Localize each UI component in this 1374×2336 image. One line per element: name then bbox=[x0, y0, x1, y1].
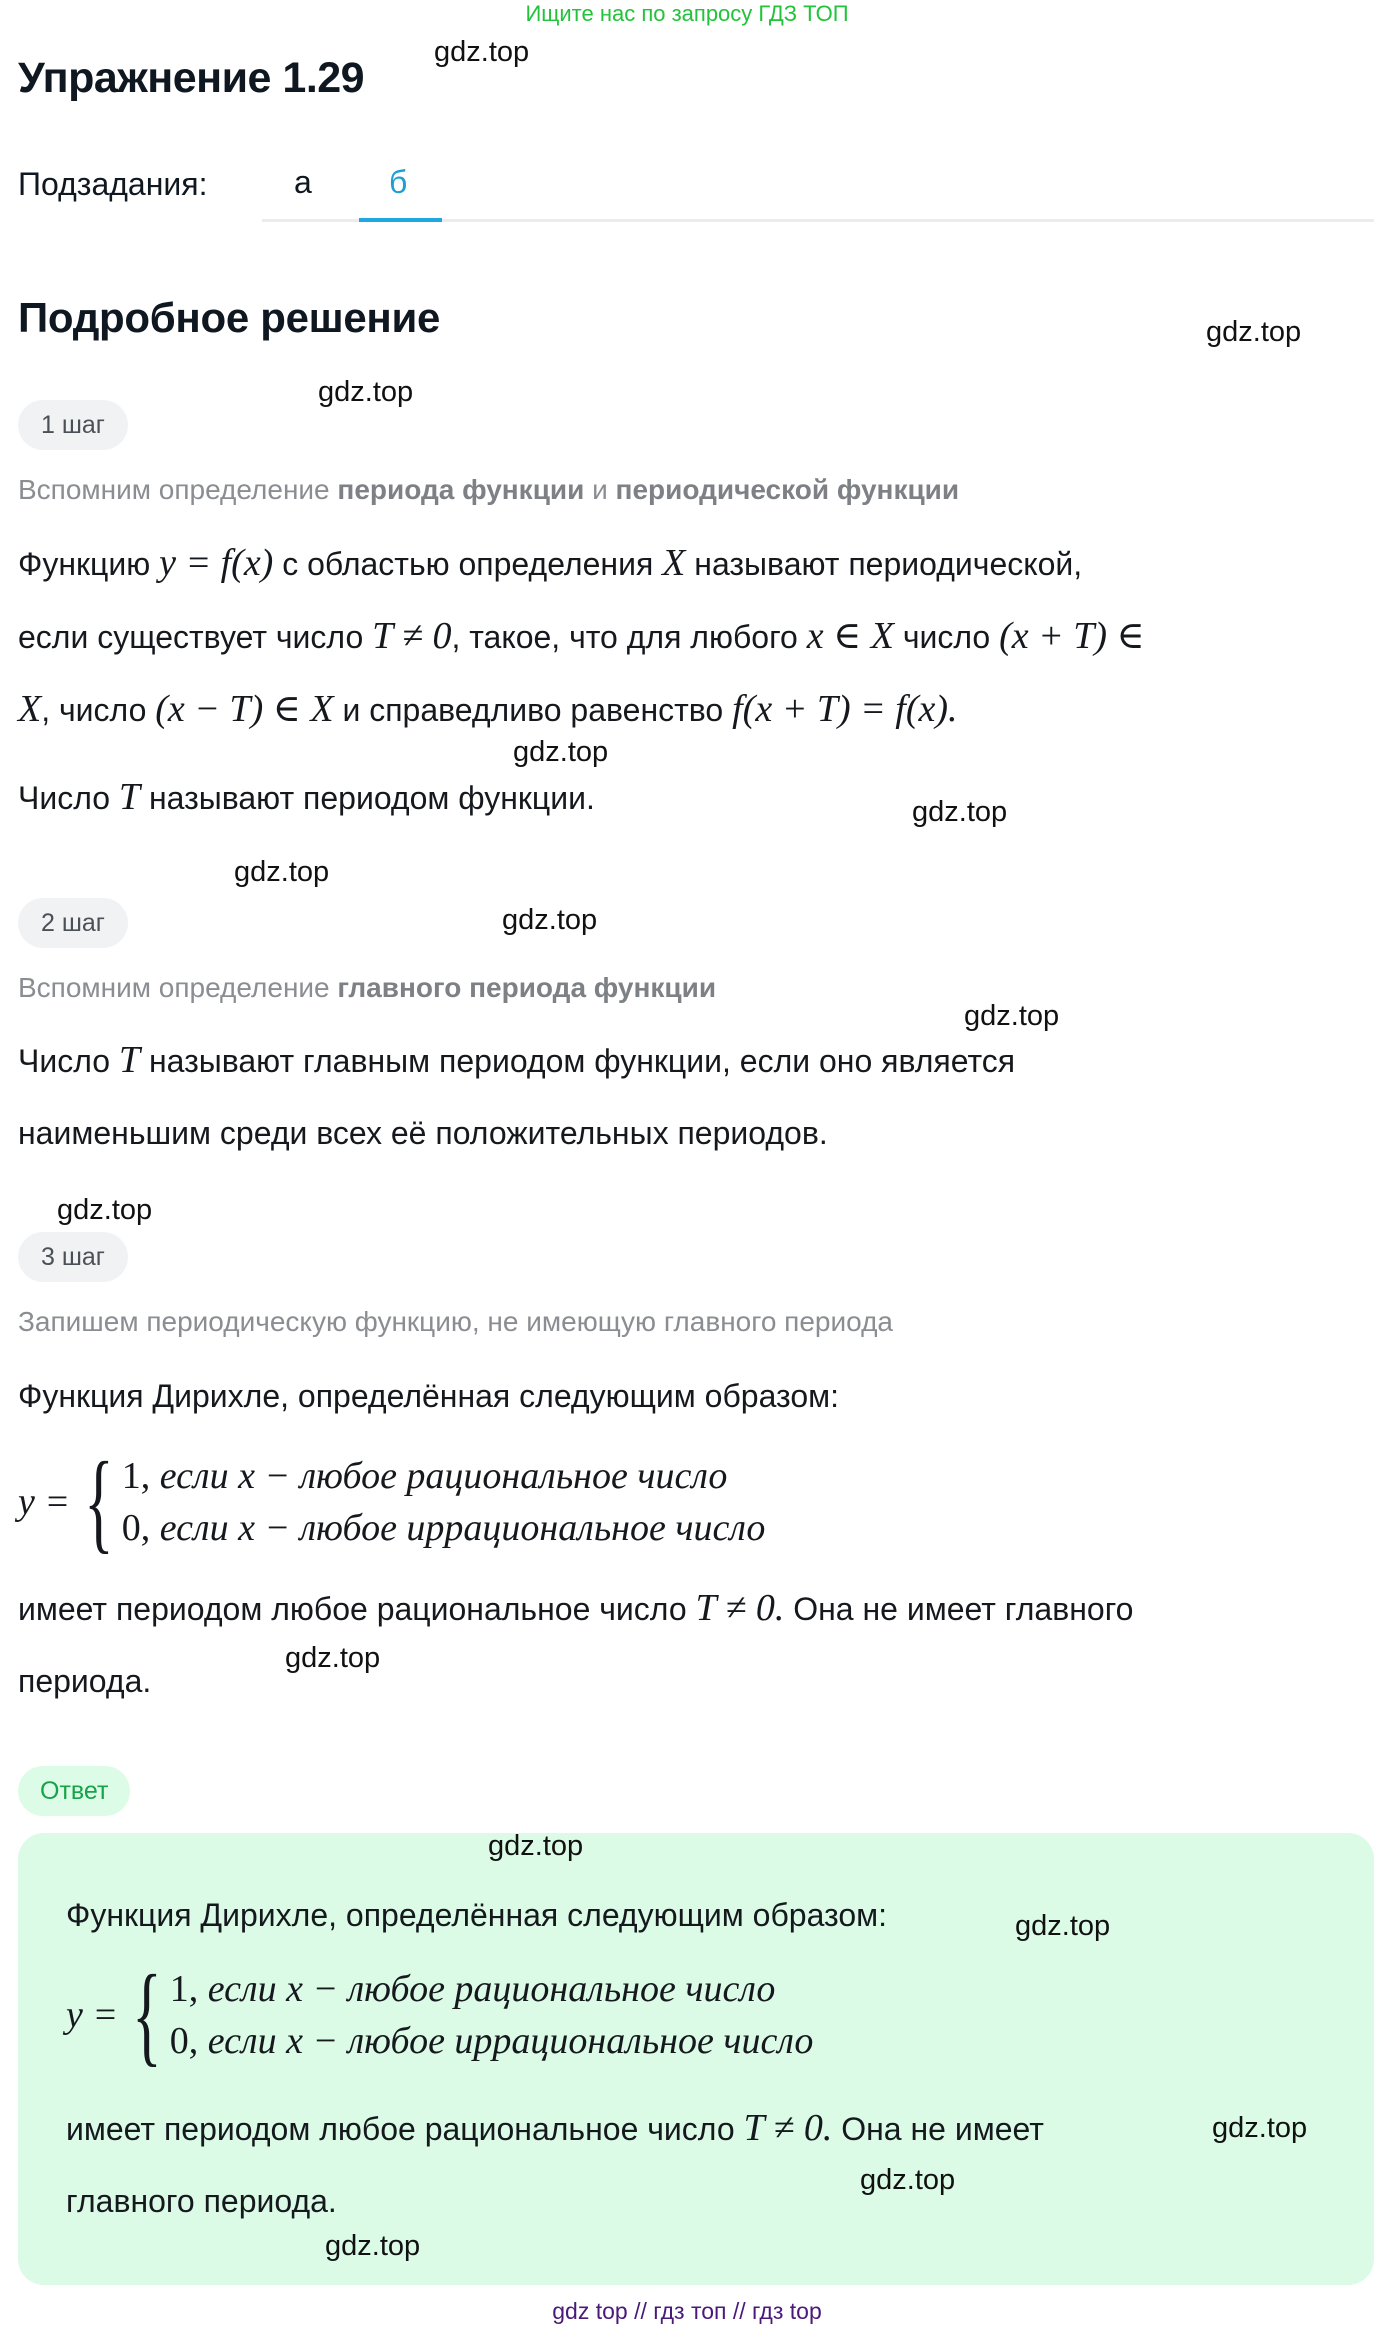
subtasks-label: Подзадания: bbox=[18, 166, 208, 202]
left-brace-icon: { bbox=[132, 1953, 162, 2077]
step-1-period-line: Число T называют периодом функции. bbox=[18, 776, 595, 818]
step-3-text bbox=[18, 1572, 1368, 1717]
watermark: gdz.top bbox=[1206, 316, 1302, 348]
watermark: gdz.top bbox=[234, 856, 330, 888]
step-1-line-3: X, число (x − T) ∈ X и справедливо равенство f(x + T) = f(x). bbox=[18, 688, 958, 730]
watermark: gdz.top bbox=[1015, 1910, 1111, 1942]
dirichlet-formula bbox=[18, 1440, 766, 1564]
formula-case-1: 1, если x − любое рациональное число bbox=[121, 1455, 728, 1497]
formula-case-2: 0, если x − любое иррациональное число bbox=[121, 1507, 766, 1549]
promo-banner: Ищите нас по запросу ГДЗ ТОП bbox=[525, 1, 849, 26]
active-tab-indicator bbox=[359, 218, 442, 222]
watermark: gdz.top bbox=[57, 1194, 153, 1226]
step-3-hint: Запишем периодическую функцию, не имеющую главного периода bbox=[18, 1306, 893, 1337]
formula-case-1: 1, если x − любое рациональное число bbox=[169, 1968, 776, 2010]
step-1-text bbox=[18, 527, 1368, 746]
watermark: gdz.top bbox=[860, 2164, 956, 2196]
watermark: gdz.top bbox=[912, 796, 1008, 828]
step-1-hint: Вспомним определение периода функции и периодической функции bbox=[18, 474, 960, 505]
formula-lhs: y = bbox=[66, 1994, 119, 2036]
tab-subtask-a[interactable]: а bbox=[294, 164, 312, 200]
watermark: gdz.top bbox=[318, 376, 414, 408]
answer-line-1: имеет периодом любое рациональное число T ≠ 0. Она не имеет bbox=[66, 2107, 1044, 2149]
answer-line-2: главного периода. bbox=[66, 2183, 337, 2219]
answer-intro: Функция Дирихле, определённая следующим образом: bbox=[66, 1897, 888, 1933]
watermark: gdz.top bbox=[513, 736, 609, 768]
watermark: gdz.top bbox=[964, 1000, 1060, 1032]
solution-heading: Подробное решение bbox=[18, 294, 441, 341]
watermark: gdz.top bbox=[1212, 2112, 1308, 2144]
step-1-badge: 1 шаг bbox=[18, 400, 128, 450]
watermark: gdz.top bbox=[325, 2230, 421, 2262]
step-2-text bbox=[18, 1024, 1368, 1169]
watermark: gdz.top bbox=[502, 904, 598, 936]
step-3-intro: Функция Дирихле, определённая следующим образом: bbox=[18, 1378, 840, 1414]
answer-box bbox=[18, 1833, 1374, 2285]
formula-case-2: 0, если x − любое иррациональное число bbox=[169, 2020, 814, 2062]
step-3-badge: 3 шаг bbox=[18, 1232, 128, 1282]
formula-lhs: y = bbox=[18, 1481, 71, 1523]
answer-text bbox=[66, 2092, 1346, 2237]
step-2-hint: Вспомним определение главного периода функции bbox=[18, 972, 717, 1003]
step-2-badge: 2 шаг bbox=[18, 898, 128, 948]
step-1-line-2: если существует число T ≠ 0, такое, что для любого x ∈ X число (x + T) ∈ bbox=[18, 615, 1145, 657]
step-2-line-1: Число T называют главным периодом функции, если оно является bbox=[18, 1039, 1016, 1081]
step-3-line-1: имеет периодом любое рациональное число T ≠ 0. Она не имеет главного bbox=[18, 1587, 1134, 1629]
step-2-line-2: наименьшим среди всех её положительных периодов. bbox=[18, 1115, 828, 1151]
step-3-line-2: периода. bbox=[18, 1663, 152, 1699]
left-brace-icon: { bbox=[84, 1440, 114, 1564]
answer-badge: Ответ bbox=[18, 1766, 130, 1816]
watermark: gdz.top bbox=[488, 1830, 584, 1862]
step-1-line-1: Функцию y = f(x) с областью определения X называют периодической, bbox=[18, 542, 1083, 584]
tab-subtask-b[interactable]: б bbox=[389, 164, 408, 200]
answer-formula bbox=[66, 1953, 814, 2077]
footer-links: gdz top // гдз топ // гдз top bbox=[552, 2298, 822, 2324]
watermark: gdz.top bbox=[285, 1642, 381, 1674]
watermark: gdz.top bbox=[434, 36, 530, 68]
page-title: Упражнение 1.29 bbox=[18, 54, 365, 102]
